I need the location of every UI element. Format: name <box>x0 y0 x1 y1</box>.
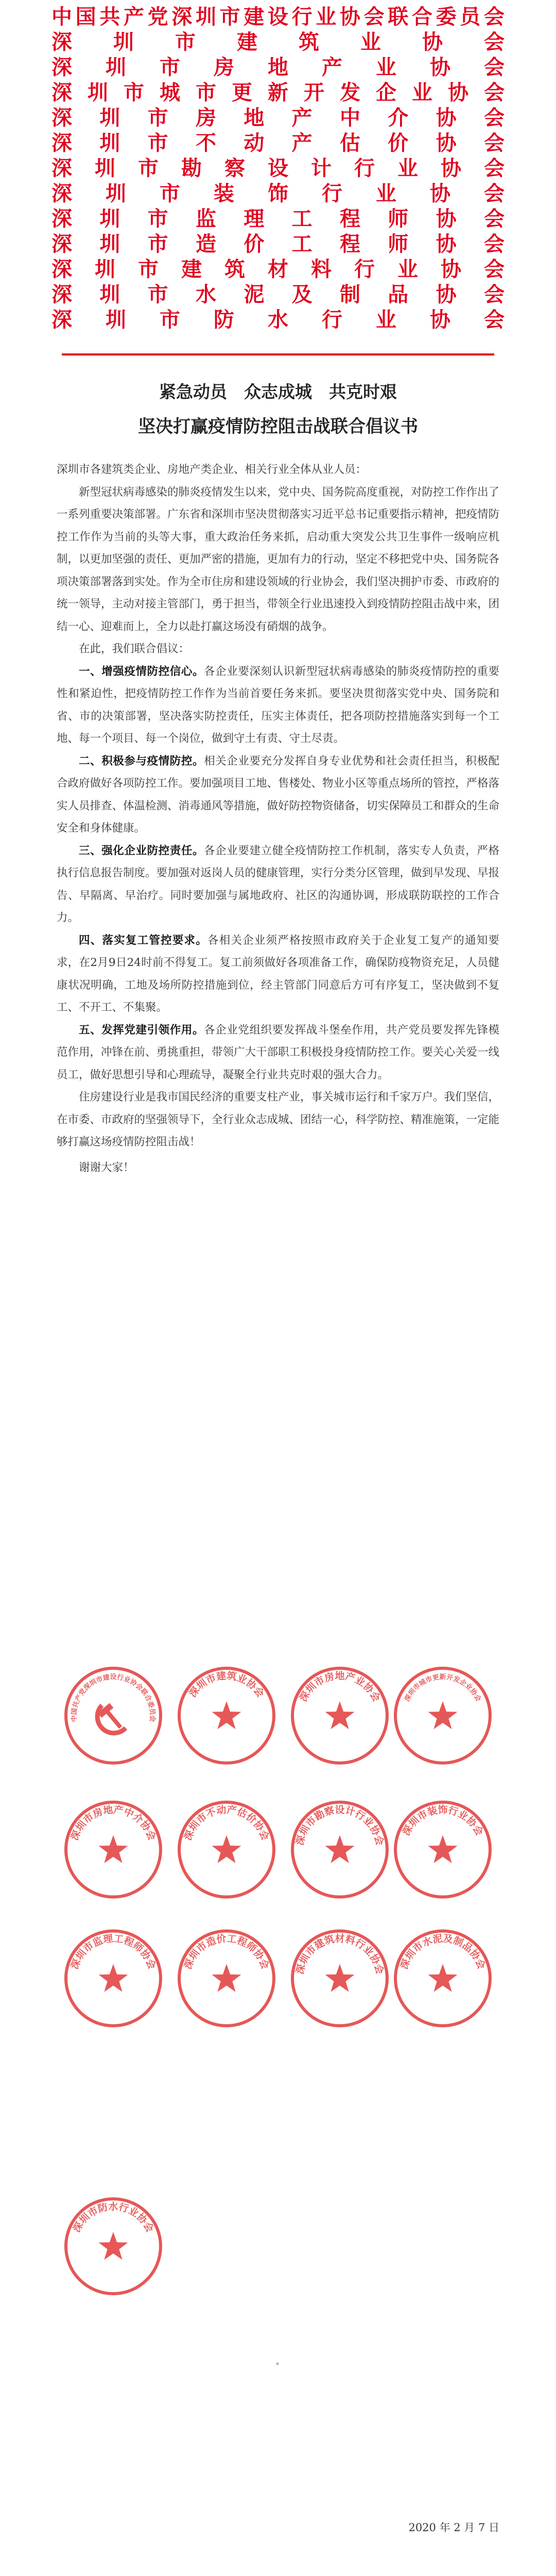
document-body <box>57 459 499 1179</box>
salutation: 深圳市各建筑类企业、房地产类企业、相关行业全体从业人员： <box>57 463 367 476</box>
letterhead-char: 深 <box>51 232 72 256</box>
letterhead-char: 料 <box>311 257 332 281</box>
letterhead-char: 市 <box>196 80 216 105</box>
letterhead-char: 市 <box>147 207 168 231</box>
thanks-line: 谢谢大家！ <box>79 1161 134 1174</box>
letterhead-line-decoration-association <box>51 181 505 206</box>
letterhead-char: 市 <box>147 106 168 130</box>
letterhead-char: 新 <box>268 80 288 105</box>
supervision-engineers-association-seal <box>62 1927 165 2030</box>
letterhead-char: 建 <box>237 30 257 54</box>
letterhead-char: 协 <box>441 257 461 281</box>
letterhead-char: 价 <box>244 232 265 256</box>
section-2-heading: 二、积极参与疫情防控。 <box>79 754 204 768</box>
letterhead-char: 会 <box>483 131 505 155</box>
letterhead-char: 水 <box>268 308 288 332</box>
letterhead-char: 材 <box>268 257 288 281</box>
materials-association-seal <box>288 1927 391 2030</box>
letterhead-char: 开 <box>304 80 324 105</box>
letterhead-char: 程 <box>339 232 360 256</box>
section-1 <box>57 660 499 750</box>
letterhead-char: 深 <box>51 282 72 307</box>
intro-paragraph: 新型冠状病毒感染的肺炎疫情发生以来，党中央、国务院高度重视，对防控工作作出了一系列重要决策部署。广东省和深圳市坚决贯彻落实习近平总书记重要指示精神，把疫情防控工作作为当前的头等大事，重大政治任务来抓，启动重大突发公共卫生事件一级响应机制，以更加坚强的责任、更加严密的措施，更加有力的行动，坚定不移把党中央、国务院各项决策部署落到实处。作为全市住房和建设领域的行业协会，我们坚决拥护市委、市政府的统一领导，主动对接主管部门，勇于担当，带领全行业迅速投入到疫情防控阻击战中来，团结一心、迎难而上，全力以赴打赢这场没有硝烟的战争。 <box>57 485 500 633</box>
letterhead-char: 会 <box>483 5 505 29</box>
letterhead-line-supervision-engineers-association <box>51 206 505 231</box>
letterhead-char: 业 <box>360 30 381 54</box>
letterhead-char: 深 <box>51 308 72 332</box>
seal-text: 深圳市房地产业协会 <box>297 1670 383 1704</box>
section-3-text: 各企业要建立健全疫情防控工作机制，落实专人负责，严格执行信息报告制度。要加强对返岗人员的健康管理，实行分类分区管理，做到早发现、早报告、早隔离、早治疗。同时要加强与属地政府、社区的沟通协调，形成联防联控的工作合力。 <box>57 844 500 924</box>
letterhead-char: 产 <box>291 131 312 155</box>
seal-text: 深圳市水泥及制品协会 <box>398 1933 488 1971</box>
letterhead-char: 圳 <box>95 156 115 180</box>
letterhead-char: 造 <box>195 232 216 256</box>
letterhead-char: 业 <box>316 5 337 29</box>
letterhead-char: 圳 <box>106 55 126 79</box>
seal-text: 深圳市建筑业协会 <box>187 1670 266 1700</box>
letterhead-char: 委 <box>436 5 457 29</box>
letterhead-char: 协 <box>436 207 457 231</box>
letterhead-char: 协 <box>430 308 450 332</box>
letterhead-char: 协 <box>436 131 457 155</box>
letterhead-char: 业 <box>376 55 396 79</box>
letterhead-char: 会 <box>484 80 505 105</box>
letterhead-char: 水 <box>195 282 216 307</box>
letterhead-char: 会 <box>483 106 505 130</box>
letterhead-char: 行 <box>354 257 375 281</box>
section-3 <box>57 840 499 929</box>
star-icon <box>428 1701 458 1729</box>
section-1-heading: 一、增强疫情防控信心。 <box>79 665 204 678</box>
star-icon <box>325 1701 355 1729</box>
letterhead-char: 理 <box>244 207 265 231</box>
letterhead-char: 计 <box>311 156 332 180</box>
seal-stamp <box>288 1664 391 1767</box>
letterhead-char: 产 <box>123 5 144 29</box>
letterhead-char: 产 <box>291 106 312 130</box>
letterhead-char: 建 <box>244 5 265 29</box>
star-icon <box>99 2232 128 2260</box>
star-icon <box>428 1835 458 1863</box>
seal-text: 深圳市造价工程师协会 <box>182 1933 271 1971</box>
section-5 <box>57 1019 499 1087</box>
section-2-text: 相关企业要充分发挥自身专业优势和社会责任担当，积极配合政府做好各项防控工作。要加强项目工地、售楼处、物业小区等重点场所的管控，严格落实人员排查、体温检测、消毒通风等措施，做好防控物资储备，切实保障员工和群众的生命安全和身体健康。 <box>57 754 500 835</box>
letterhead-char: 圳 <box>113 30 134 54</box>
letterhead-char: 会 <box>483 232 505 256</box>
letterhead-char: 业 <box>397 156 418 180</box>
letterhead-char: 市 <box>160 55 180 79</box>
letterhead-char: 介 <box>388 106 409 130</box>
letterhead-char: 深 <box>51 30 72 54</box>
seal-text: 深圳市装饰行业协会 <box>400 1804 485 1838</box>
construction-association-seal <box>175 1664 278 1767</box>
letterhead-char: 市 <box>147 282 168 307</box>
letterhead-char: 国 <box>75 5 96 29</box>
real-estate-association-seal <box>288 1664 391 1767</box>
letterhead-char: 圳 <box>88 80 108 105</box>
letterhead-line-cement-products-association <box>51 282 505 307</box>
letterhead-char: 察 <box>224 156 245 180</box>
letterhead-char: 建 <box>181 257 202 281</box>
seal-stamp <box>62 1927 165 2030</box>
seal-stamp <box>62 1664 165 1767</box>
letterhead-line-construction-association <box>51 29 505 55</box>
section-4 <box>57 929 499 1019</box>
letterhead-char: 装 <box>214 181 234 206</box>
letterhead-char: 行 <box>322 181 342 206</box>
letterhead-char: 深 <box>51 257 72 281</box>
letterhead-char: 协 <box>448 80 468 105</box>
letterhead-char: 深 <box>51 106 72 130</box>
letterhead-char: 会 <box>484 308 505 332</box>
section-5-text: 各企业党组织要发挥战斗堡垒作用，共产党员要发挥先锋模范作用，冲锋在前、勇挑重担，带领广大干部职工积极投身疫情防控工作。要关心关爱一线员工，做好思想引导和心理疏导，凝聚全行业共克时艰的强大合力。 <box>57 1023 500 1081</box>
initiative-lead: 在此，我们联合倡议： <box>79 642 190 655</box>
letterhead-char: 协 <box>422 30 443 54</box>
letterhead-char: 协 <box>430 55 450 79</box>
letterhead-char: 市 <box>147 131 168 155</box>
letterhead-char: 中 <box>51 5 72 29</box>
section-1-text: 各企业要深刻认识新型冠状病毒感染的肺炎疫情防控的重要性和紧迫性，把疫情防控工作作为当前首要任务来抓。要坚决贯彻落实党中央、国务院和省、市的决策部署，坚决落实防控责任，压实主体责任，把各项防控措施落实到每一个工地、每一个项目、每一个岗位，做到守土有责、守土尽责。 <box>57 665 499 745</box>
letterhead-line-cost-engineers-association <box>51 231 505 257</box>
letterhead-char: 发 <box>340 80 360 105</box>
letterhead-char: 设 <box>268 156 288 180</box>
letterhead-char: 程 <box>339 207 360 231</box>
letterhead-line-real-estate-association <box>51 55 505 80</box>
document-date: 2020 年 2 月 7 日 <box>408 2521 499 2534</box>
letterhead-line-survey-design-association <box>51 156 505 181</box>
star-icon <box>428 1964 458 1992</box>
seal-stamp <box>62 2195 165 2298</box>
hammer-sickle-icon <box>97 1703 126 1733</box>
star-icon <box>212 1835 241 1863</box>
seal-text: 深圳市房地产中介协会 <box>68 1804 158 1842</box>
letterhead-char: 联 <box>388 5 409 29</box>
letterhead-char: 饰 <box>268 181 288 206</box>
letterhead-char: 圳 <box>99 106 120 130</box>
seal-text: 深圳市建筑材料行业协会 <box>294 1933 386 1976</box>
letterhead-char: 城 <box>160 80 180 105</box>
letterhead-char: 深 <box>51 207 72 231</box>
letterhead-char: 协 <box>436 232 457 256</box>
real-estate-agency-association-seal <box>62 1798 165 1901</box>
letterhead-char: 市 <box>160 181 180 206</box>
section-2 <box>57 750 499 840</box>
letterhead-char: 市 <box>124 80 144 105</box>
stray-mark <box>276 2362 279 2365</box>
letterhead-char: 深 <box>51 181 72 206</box>
letterhead-char: 会 <box>363 5 385 29</box>
seal-stamp <box>175 1798 278 1901</box>
letterhead <box>51 4 505 332</box>
letterhead-line-urban-renewal-association <box>51 80 505 105</box>
letterhead-char: 防 <box>214 308 234 332</box>
star-icon <box>212 1701 241 1729</box>
document-title-line2: 坚决打赢疫情防控阻击战联合倡议书 <box>138 416 418 437</box>
letterhead-char: 深 <box>51 55 72 79</box>
seal-stamp <box>175 1664 278 1767</box>
letterhead-char: 市 <box>147 232 168 256</box>
seal-text: 深圳市城市更新开发企业协会 <box>403 1673 482 1703</box>
letterhead-char: 勘 <box>181 156 202 180</box>
letterhead-char: 员 <box>460 5 481 29</box>
letterhead-char: 筑 <box>224 257 245 281</box>
cement-products-association-seal <box>391 1927 494 2030</box>
seal-stamp <box>62 1798 165 1901</box>
seal-stamp <box>391 1927 494 2030</box>
closing-paragraph: 住房建设行业是我市国民经济的重要支柱产业，事关城市运行和千家万户。我们坚信，在市委、市政府的坚强领导下，全行业众志成城、团结一心，科学防控、精准施策，一定能够打赢这场疫情防控阻击战！ <box>57 1091 500 1148</box>
ccp-committee-seal <box>62 1664 165 1767</box>
document-title-line1: 紧急动员 众志成城 共克时艰 <box>159 382 397 402</box>
letterhead-char: 制 <box>339 282 360 307</box>
letterhead-char: 行 <box>354 156 375 180</box>
letterhead-line-waterproof-association <box>51 307 505 332</box>
letterhead-char: 会 <box>484 30 505 54</box>
letterhead-char: 房 <box>195 106 216 130</box>
letterhead-char: 师 <box>388 207 409 231</box>
letterhead-char: 工 <box>291 232 312 256</box>
letterhead-char: 市 <box>219 5 240 29</box>
letterhead-line-ccp-committee <box>51 4 505 29</box>
letterhead-char: 深 <box>171 5 193 29</box>
star-icon <box>99 1964 128 1992</box>
letterhead-char: 设 <box>267 5 288 29</box>
letterhead-char: 更 <box>232 80 252 105</box>
letterhead-char: 企 <box>376 80 396 105</box>
seal-text: 深圳市防水行业协会 <box>71 2201 156 2234</box>
letterhead-char: 圳 <box>106 181 126 206</box>
survey-design-association-seal <box>288 1798 391 1901</box>
letterhead-char: 会 <box>484 257 505 281</box>
letterhead-char: 圳 <box>195 5 216 29</box>
section-5-heading: 五、发挥党建引领作用。 <box>79 1023 204 1037</box>
seal-text: 中国共产党深圳市建设行业协会联合委员会 <box>70 1673 157 1722</box>
letterhead-char: 动 <box>244 131 265 155</box>
letterhead-char: 会 <box>484 181 505 206</box>
letterhead-char: 圳 <box>99 131 120 155</box>
letterhead-char: 圳 <box>95 257 115 281</box>
letterhead-char: 业 <box>412 80 432 105</box>
letterhead-char: 行 <box>322 308 342 332</box>
letterhead-char: 地 <box>244 106 265 130</box>
section-4-heading: 四、落实复工管控要求。 <box>79 934 208 947</box>
letterhead-line-real-estate-agency-association <box>51 105 505 130</box>
letterhead-char: 深 <box>51 156 72 180</box>
seal-stamp <box>288 1927 391 2030</box>
letterhead-char: 深 <box>51 131 72 155</box>
star-icon <box>325 1835 355 1863</box>
star-icon <box>212 1964 241 1992</box>
letterhead-char: 估 <box>339 131 360 155</box>
letterhead-char: 地 <box>268 55 288 79</box>
letterhead-char: 品 <box>388 282 409 307</box>
letterhead-char: 泥 <box>244 282 265 307</box>
seal-text: 深圳市勘察设计行业协会 <box>294 1804 386 1847</box>
letterhead-char: 协 <box>441 156 461 180</box>
letterhead-char: 会 <box>484 55 505 79</box>
letterhead-char: 圳 <box>99 207 120 231</box>
letterhead-char: 产 <box>322 55 342 79</box>
letterhead-char: 市 <box>138 257 159 281</box>
letterhead-char: 中 <box>339 106 360 130</box>
letterhead-char: 市 <box>175 30 196 54</box>
letterhead-char: 协 <box>339 5 360 29</box>
letterhead-char: 会 <box>483 207 505 231</box>
cost-engineers-association-seal <box>175 1927 278 2030</box>
letterhead-char: 协 <box>436 282 457 307</box>
letterhead-char: 会 <box>484 156 505 180</box>
section-4-text: 各相关企业须严格按照市政府关于企业复工复产的通知要求，在2月9日24时前不得复工。复工前须做好各项准备工作，确保防疫物资充足，人员健康状况明确，工地及场所防控措施到位，经主管部门同意后方可有序复工，坚决做到不复工、不开工、不集聚。 <box>57 934 499 1014</box>
letterhead-char: 价 <box>388 131 409 155</box>
seal-stamp <box>288 1798 391 1901</box>
seal-stamp <box>391 1798 494 1901</box>
letterhead-char: 党 <box>147 5 168 29</box>
urban-renewal-association-seal <box>391 1664 494 1767</box>
letterhead-char: 合 <box>411 5 432 29</box>
letterhead-char: 共 <box>99 5 120 29</box>
letterhead-char: 监 <box>195 207 216 231</box>
seal-text: 深圳市监理工程师协会 <box>68 1933 158 1971</box>
seal-stamp <box>175 1927 278 2030</box>
letterhead-char: 师 <box>388 232 409 256</box>
letterhead-char: 及 <box>291 282 312 307</box>
letterhead-char: 筑 <box>299 30 319 54</box>
letterhead-char: 市 <box>160 308 180 332</box>
letterhead-char: 不 <box>195 131 216 155</box>
letterhead-line-materials-association <box>51 257 505 282</box>
header-divider <box>62 353 494 355</box>
letterhead-char: 业 <box>376 308 396 332</box>
seal-text: 深圳市不动产估价协会 <box>182 1804 271 1842</box>
letterhead-char: 圳 <box>99 232 120 256</box>
letterhead-char: 房 <box>214 55 234 79</box>
star-icon <box>99 1835 128 1863</box>
waterproof-association-seal <box>62 2195 165 2298</box>
letterhead-char: 工 <box>291 207 312 231</box>
letterhead-char: 行 <box>291 5 312 29</box>
letterhead-char: 协 <box>436 106 457 130</box>
letterhead-char: 圳 <box>106 308 126 332</box>
letterhead-char: 深 <box>51 80 72 105</box>
letterhead-line-real-estate-appraisal-association <box>51 130 505 156</box>
seal-stamp <box>391 1664 494 1767</box>
letterhead-char: 市 <box>138 156 159 180</box>
decoration-association-seal <box>391 1798 494 1901</box>
letterhead-char: 业 <box>376 181 396 206</box>
real-estate-appraisal-association-seal <box>175 1798 278 1901</box>
star-icon <box>325 1964 355 1992</box>
letterhead-char: 业 <box>397 257 418 281</box>
section-3-heading: 三、强化企业防控责任。 <box>79 844 204 857</box>
letterhead-char: 圳 <box>99 282 120 307</box>
letterhead-char: 会 <box>483 282 505 307</box>
letterhead-char: 协 <box>430 181 450 206</box>
